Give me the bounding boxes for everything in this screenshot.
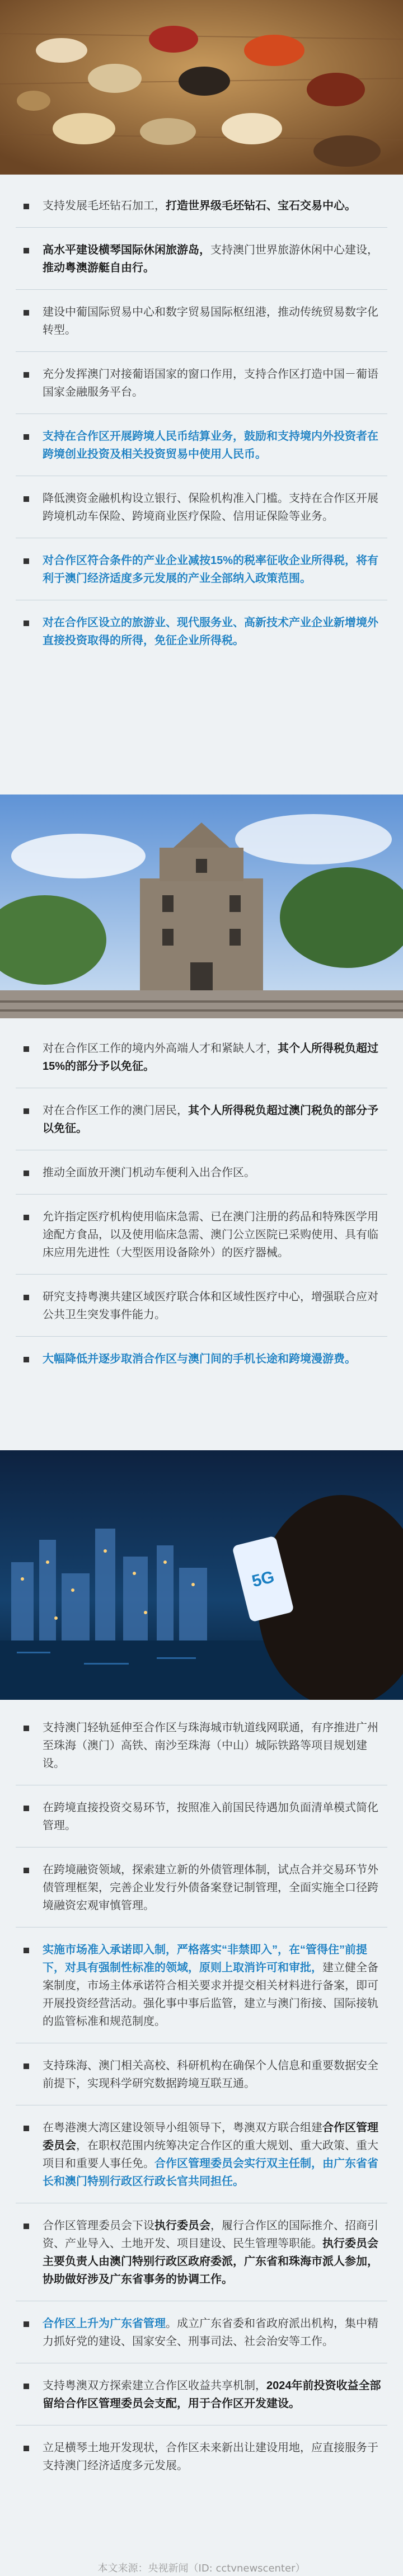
item-text: 执行委员会主要负责人由澳门特别行政区政府委派，广东省和珠海市派人参加，协助做好涉及广东省事务的协调工作。 <box>43 2237 378 2286</box>
item-text: 合作区管理委员会下设 <box>43 2220 154 2232</box>
item-text: 在粤港澳大湾区建设领导小组领导下，粤澳双方联合组建 <box>43 2122 322 2134</box>
section-1 <box>0 197 403 662</box>
ruins-photo <box>0 795 403 1018</box>
source-footer: 本文来源：央视新闻（ID: cctvnewscenter） <box>97 2563 306 2574</box>
list-item <box>16 2057 387 2105</box>
item-text: 支持澳门轻轨延伸至合作区与珠海城市轨道线网联通，有序推进广州至珠海（澳门）高铁、南沙至珠海（中山）城际铁路等项目规划建设。 <box>43 1722 378 1770</box>
item-text: ，履行合作区的国际推介、招商引资、产业导入、土地开发、项目建设、民生管理等职能。 <box>43 2220 378 2250</box>
list-item <box>16 1799 387 1848</box>
item-text: 支持粤澳双方探索建立合作区收益共享机制， <box>43 2380 266 2392</box>
item-text: 降低澳资金融机构设立银行、保险机构准入门槛。支持在合作区开展跨境机动车保险、跨境商业医疗保险、信用证保险等业务。 <box>43 492 378 523</box>
city-phone-photo <box>0 1450 403 1700</box>
item-text: 允许指定医疗机构使用临床急需、已在澳门注册的药品和特殊医学用途配方食品，以及使用临床急需、澳门公立医院已采购使用、具有临床应用先进性（大型医用设备除外）的医疗器械。 <box>43 1211 378 1259</box>
item-text: 其个人所得税负超过澳门税负的部分予以免征。 <box>43 1104 378 1135</box>
list-item <box>16 1288 387 1337</box>
list-item <box>16 1040 387 1088</box>
list-item <box>16 427 387 476</box>
list-item <box>16 614 387 650</box>
list-item <box>16 1208 387 1275</box>
list-item <box>16 365 387 414</box>
list-item <box>16 2217 387 2301</box>
list-item <box>16 1941 387 2043</box>
item-text: 在跨境融资领域，探索建立新的外债管理体制，试点合并交易环节外债管理框架，完善企业发行外债备案登记制管理，全面实施全口径跨境融资宏观审慎管理。 <box>43 1864 378 1912</box>
item-text: ，在职权范围内统筹决定合作区的重大规划、重大政策、重大项目和重要人事任免。 <box>43 2140 378 2170</box>
item-text: 充分发挥澳门对接葡语国家的窗口作用，支持合作区打造中国－葡语国家金融服务平台。 <box>43 368 378 398</box>
item-text: 打造世界级毛坯钻石、宝石交易中心。 <box>166 200 356 212</box>
list-item <box>16 1719 387 1785</box>
item-text: 推动粤澳游艇自由行。 <box>43 262 154 274</box>
item-text: 。成立广东省委和省政府派出机构，集中精力抓好党的建设、国家安全、刑事司法、社会治安等工作。 <box>43 2318 378 2348</box>
item-text: 建立健全备案制度，市场主体承诺符合相关要求并提交相关材料进行备案，即可开展投资经营活动。强化事中事后监管，建立与澳门衔接、国际接轨的监管标准和规范制度。 <box>43 1962 378 2028</box>
item-text: 支持澳门世界旅游休闲中心建设， <box>210 244 378 256</box>
list-item <box>16 490 387 538</box>
list-item <box>16 2377 387 2425</box>
item-text: 其个人所得税负超过15%的部分予以免征。 <box>43 1042 378 1073</box>
item-text: 研究支持粤澳共建区域医疗联合体和区域性医疗中心，增强联合应对公共卫生突发事件能力。 <box>43 1291 378 1321</box>
item-text: 实施市场准入承诺即入制，严格落实“非禁即入”，在“管得住”前提下，对具有强制性标准的领域，原则上取消许可和审批， <box>43 1944 367 1974</box>
item-text: 合作区管理委员会实行双主任制，由广东省省长和澳门特别行政区行政长官共同担任。 <box>43 2157 378 2188</box>
item-text: 高水平建设横琴国际休闲旅游岛， <box>43 244 210 256</box>
item-text: 建设中葡国际贸易中心和数字贸易国际枢纽港，推动传统贸易数字化转型。 <box>43 306 378 336</box>
list-item <box>16 241 387 290</box>
herbs-photo <box>0 0 403 175</box>
svg-text:5G: 5G <box>250 1567 277 1591</box>
bullet-list-3 <box>16 1719 387 2475</box>
item-text: 合作区管理委员会 <box>43 2122 378 2152</box>
item-text: 推动全面放开澳门机动车便利入出合作区。 <box>43 1167 255 1179</box>
item-text: 执行委员会 <box>154 2220 210 2232</box>
list-item <box>16 2315 387 2363</box>
bullet-list-1 <box>16 197 387 650</box>
item-text: 对合作区符合条件的产业企业减按15%的税率征收企业所得税，将有利于澳门经济适度多元发展的产业全部纳入政策范围。 <box>43 554 379 585</box>
item-text: 对在合作区工作的澳门居民， <box>43 1104 188 1117</box>
bullet-list-2 <box>16 1040 387 1368</box>
list-item <box>16 1164 387 1195</box>
item-text: 对在合作区工作的境内外高端人才和紧缺人才， <box>43 1042 278 1055</box>
item-text: 2024年前投资收益全部留给合作区管理委员会支配，用于合作区开发建设。 <box>43 2380 381 2410</box>
section-2 <box>0 1040 403 1380</box>
list-item <box>16 2119 387 2203</box>
item-text: 对在合作区设立的旅游业、现代服务业、高新技术产业企业新增境外直接投资取得的所得，免征企业所得税。 <box>43 617 378 647</box>
list-item <box>16 1861 387 1928</box>
item-text: 合作区上升为广东省管理 <box>43 2318 166 2330</box>
item-text: 大幅降低并逐步取消合作区与澳门间的手机长途和跨境漫游费。 <box>43 1353 356 1365</box>
section-3 <box>0 1719 403 2487</box>
item-text: 支持在合作区开展跨境人民币结算业务，鼓励和支持境内外投资者在跨境创业投资及相关投资贸易中使用人民币。 <box>43 430 378 460</box>
list-item <box>16 552 387 600</box>
list-item <box>16 1350 387 1368</box>
item-text: 立足横琴土地开发现状，合作区未来新出让建设用地，应直接服务于支持澳门经济适度多元发展。 <box>43 2442 378 2472</box>
list-item <box>16 1102 387 1150</box>
list-item <box>16 303 387 352</box>
item-text: 支持发展毛坯钻石加工， <box>43 200 166 212</box>
list-item <box>16 197 387 228</box>
item-text: 在跨境直接投资交易环节，按照准入前国民待遇加负面清单模式简化管理。 <box>43 1802 378 1832</box>
item-text: 支持珠海、澳门相关高校、科研机构在确保个人信息和重要数据安全前提下，实现科学研究数据跨境互联互通。 <box>43 2060 378 2090</box>
list-item <box>16 2439 387 2475</box>
